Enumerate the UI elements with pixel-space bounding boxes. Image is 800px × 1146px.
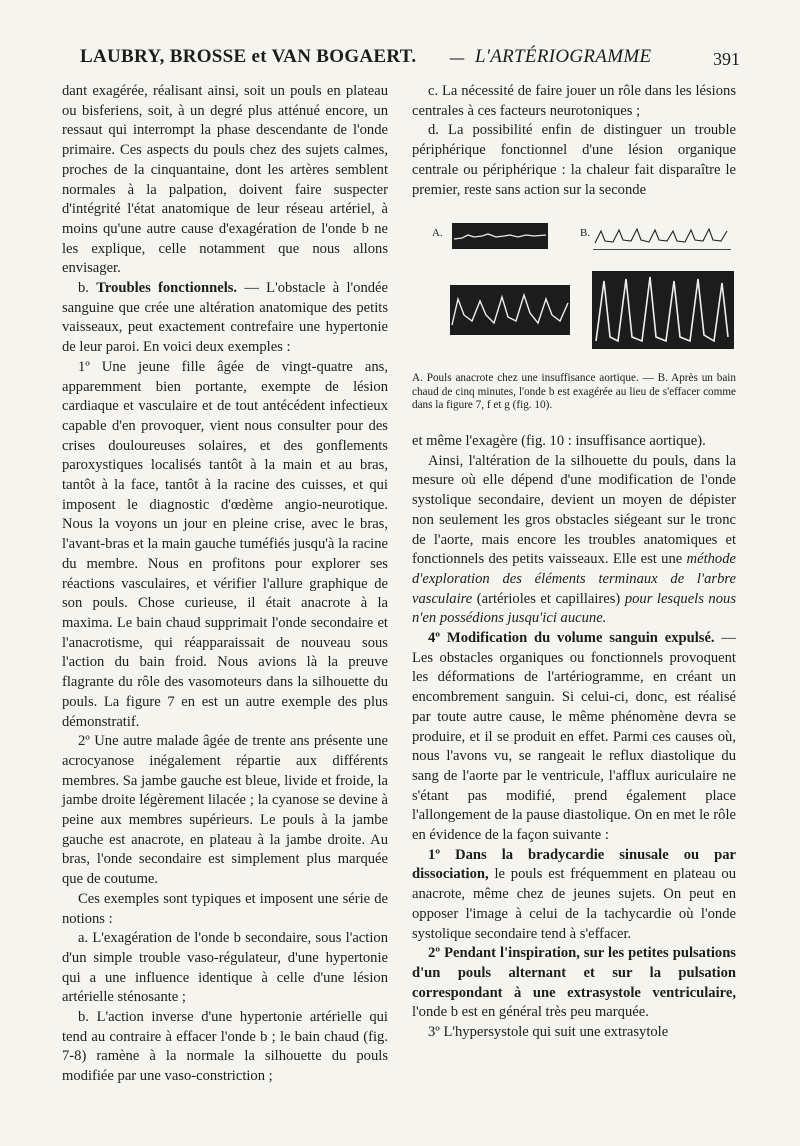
- tracing-panel-b: [593, 221, 731, 250]
- paragraph: et même l'exagère (fig. 10 : insuffisance aortique).: [412, 433, 706, 449]
- paragraph: c. La nécessité de faire jouer un rôle dans les lésions centrales à ces facteurs neurotoniques ;: [412, 83, 736, 119]
- paragraph-text: Ainsi, l'altération de la silhouette du pouls, dans la mesure où elle dépend d'une modification de l'onde systolique secondaire, devient un moyen de dépister non seulement les gros obstacles siégeant sur le tronc de l'aorte, mais encore les troubles anatomiques et fonctionnels des petits vaisseaux. Elle est une: [412, 452, 736, 568]
- paragraph: d. La possibilité enfin de distinguer un trouble périphérique fonctionnel d'une lésion organique centrale ou périphérique : la chaleur fait disparaître le premier, reste sans action sur la seconde: [412, 122, 736, 198]
- paragraph: [412, 629, 736, 846]
- paragraph: [62, 279, 388, 358]
- paragraph: 3º L'hypersystole qui suit une extrasytole: [428, 1024, 669, 1041]
- paragraph-text: — Les obstacles organiques ou fonctionnels provoquent les déformations de l'artériogramme, en créant un encombrement sanguin. Si celui-ci, donc, est réalisé par toute autre cause, le même phénomène devra se produire, et il se produit en effet. Parmi ces causes où, nous l'avons vu, se rangeait le reflux diastolique du sang de l'aorte par le ventricule, l'afflux auriculaire ne s'étant pas modifié, prend également place l'allongement de la pause diastolique. On en met le rôle en évidence de la façon suivante :: [412, 630, 736, 844]
- header-title: L'ARTÉRIOGRAMME: [475, 46, 652, 67]
- right-column-top: [412, 82, 736, 200]
- tracing-panel-d: [592, 271, 734, 349]
- subsection-label: b.: [78, 280, 89, 297]
- paragraph-text: — L'obstacle à l'ondée sanguine que crée une altération anatomique des petits vaisseaux, peut exactement contrefaire une hypertonie de leur paroi. En voici deux exemples :: [62, 280, 388, 356]
- paragraph: dant exagérée, réalisant ainsi, soit un pouls en plateau ou bisferiens, soit, à un degré plus atténué encore, un ressaut qui interrompt la phase descendante de l'onde primaire. Ces aspects du pouls chez des sujets calmes, proches de la cinquantaine, dont les artères semblent normales à la palpation, doivent faire suspecter d'intégrité l'état anatomique de leur réseau artériel, à moins qu'une autre cause d'exagération de l'onde b ne les explique, celle notamment que nous allons envisager.: [62, 83, 388, 277]
- item-title: 2º Pendant l'inspiration, sur les petites pulsations d'un pouls alternant et sur la pulsation correspondant à une extrasystole ventriculaire,: [412, 945, 736, 1001]
- emphasis: méthode d'exploration des éléments terminaux de l'arbre vasculaire: [412, 551, 736, 607]
- paragraph-text: (artérioles et capillaires): [472, 590, 625, 607]
- header-dash: —: [449, 48, 465, 67]
- pulse-tracing-figure: [430, 215, 730, 365]
- right-column-bottom: [412, 432, 736, 1043]
- left-column: [62, 82, 388, 1087]
- paragraph: 2º Une autre malade âgée de trente ans présente une acrocyanose inégalement répartie aux différents membres. Sa jambe gauche est bleue, livide et froide, la jambe droite légèrement lilacée ; la cyanose se devine à peine aux membres supérieurs. Le pouls à la jambe gauche est anacrote, en plateau à la jambe droite. Au bras, l'onde secondaire est simplement plus marquée que de coutume.: [62, 733, 388, 888]
- tracing-panel-c: [450, 285, 570, 335]
- figure-caption: A. Pouls anacrote chez une insuffisance aortique. — B. Après un bain chaud de cinq minutes, l'onde b est exagérée au lieu de s'effacer comme dans la figure 7, f et g (fig. 10).: [412, 372, 736, 412]
- subsection-title: Troubles fonctionnels.: [96, 280, 238, 297]
- paragraph-text: le pouls est fréquemment en plateau ou anacrote, même chez de jeunes sujets. On peut en opposer l'image à celui de la tachycardie où l'onde systolique secondaire tend à s'effacer.: [412, 866, 736, 942]
- paragraph: 1º Une jeune fille âgée de vingt-quatre ans, apparemment bien portante, exempte de lésion cardiaque et vasculaire et de tout antécédent infectieux capable d'en provoquer, vient nous consulter pour des crises douloureuses solaires, et des gonflements paroxystiques localisés tantôt à la main et au bras, tantôt à la face, tantôt à la racine des cuisses, et qui imposent le diagnostic d'œdème angio-neurotique. Nous la voyons un jour en pleine crise, avec le bras, l'avant-bras et la main gauche tuméfiés jusqu'à la racine du membre. Nous en profitons pour explorer ses réactions vasculaires, et vérifier l'allure graphique de son pouls. Chose curieuse, il était anacrote à la maxima. Le bain chaud supprimait l'onde secondaire et l'anacrotisme, qui réapparaissait de nouveau sous l'action du bain froid. Nous avions là la preuve flagrante du rôle des vasomoteurs dans la silhouette du pouls. La figure 7 en est un autre exemple des plus démonstratif.: [62, 358, 388, 730]
- figure-label-b: B.: [580, 227, 591, 239]
- tracing-d-svg: [592, 271, 734, 349]
- item-title: 1º Dans la bradycardie sinusale ou par dissociation,: [412, 846, 736, 883]
- paragraph: [412, 846, 736, 945]
- page-number: 391: [713, 49, 740, 69]
- paragraph: [412, 452, 736, 629]
- paragraph: Ces exemples sont typiques et imposent une série de notions :: [62, 890, 388, 927]
- tracing-panel-a: [452, 223, 548, 249]
- tracing-c-svg: [450, 285, 570, 335]
- paragraph: [412, 944, 736, 1023]
- paragraph: b. L'action inverse d'une hypertonie artérielle qui tend au contraire à effacer l'onde b ; le bain chaud (fig. 7-8) ramène à la normale la silhouette du pouls modifiée par une vaso-constriction ;: [62, 1009, 388, 1085]
- section-title: 4º Modification du volume sanguin expulsé.: [428, 630, 715, 647]
- paragraph: a. L'exagération de l'onde b secondaire, sous l'action d'un simple trouble vaso-régulateur, d'une hypertonie qui a une influence identique à celle d'une lésion artérielle sténosante ;: [62, 930, 388, 1006]
- header-authors: LAUBRY, BROSSE et VAN BOGAERT.: [80, 46, 417, 67]
- figure-label-a: A.: [432, 227, 443, 239]
- tracing-b-svg: [593, 221, 731, 249]
- emphasis: pour lesquels nous n'en possédions jusqu'ici aucune.: [412, 590, 736, 627]
- tracing-a-svg: [452, 223, 548, 249]
- running-header: [80, 46, 740, 76]
- paragraph-text: l'onde b est en général très peu marquée.: [412, 1004, 649, 1021]
